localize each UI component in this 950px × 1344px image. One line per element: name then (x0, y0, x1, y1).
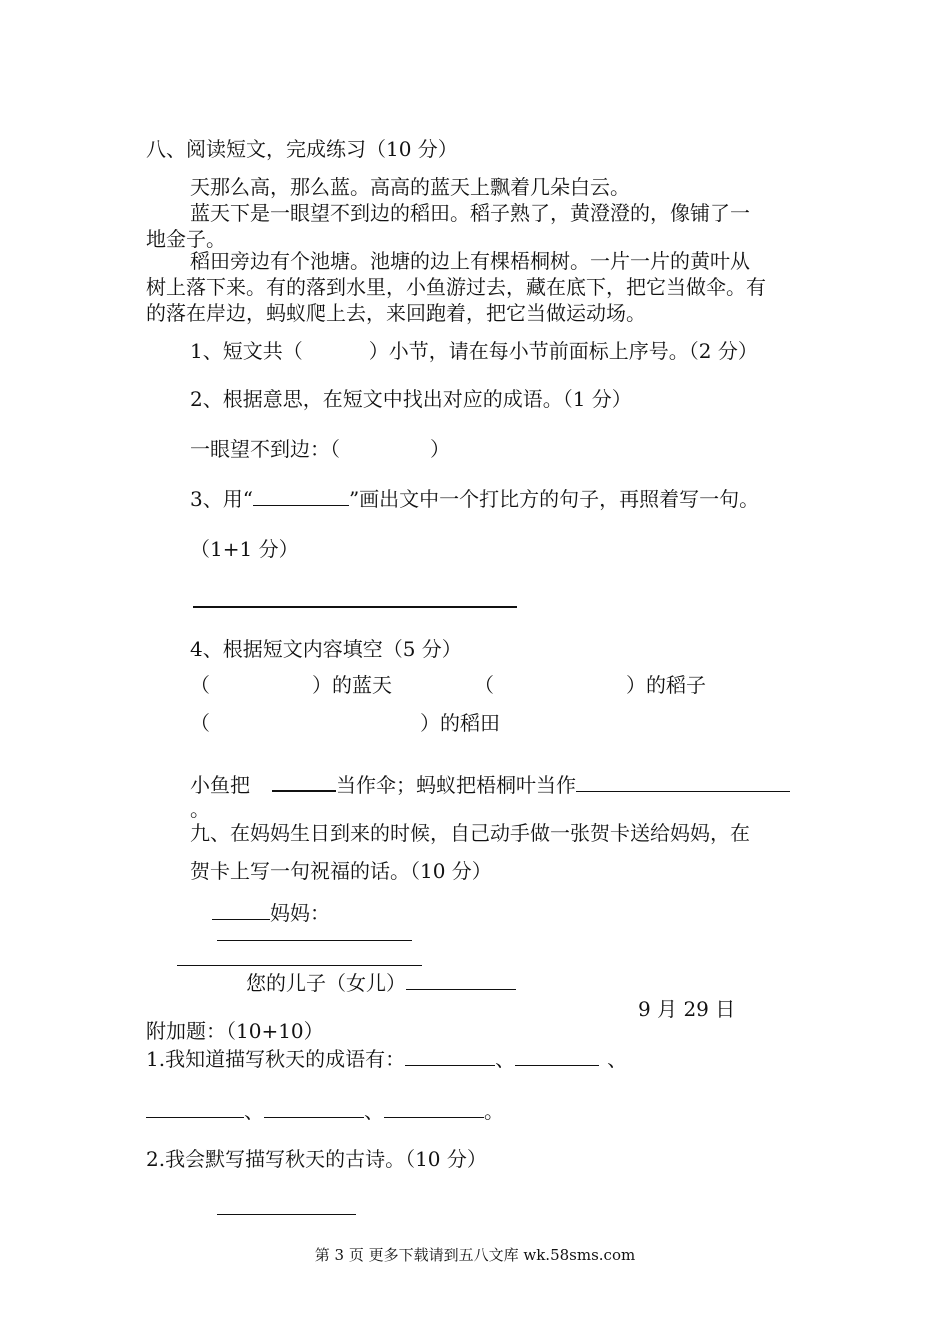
card-greeting-text: 妈妈： (270, 901, 330, 925)
bonus-answer-5[interactable] (384, 1099, 484, 1118)
question-3 (190, 486, 759, 512)
question-4-answer-e[interactable] (576, 773, 790, 792)
question-4-blank-c-close: ）的稻田 (420, 711, 500, 735)
question-4-answer-c[interactable] (212, 710, 412, 736)
question-4-blank-a-open: （ (190, 673, 210, 697)
question-4: 4、根据短文内容填空（5 分） (190, 637, 462, 661)
question-2-fill (190, 436, 450, 462)
question-1-suffix: ）小节，请在每小节前面标上序号。（2 分） (368, 339, 758, 363)
card-signature-label: 您的儿子（女儿） (246, 971, 406, 995)
bonus-answer-3[interactable] (146, 1099, 244, 1118)
question-1 (190, 338, 758, 364)
question-3-underline-sample (253, 487, 349, 506)
section9-title-line-2: 贺卡上写一句祝福的话。（10 分） (190, 859, 492, 883)
card-greeting-name-blank[interactable] (212, 901, 270, 920)
question-4-blank-a-close: ）的蓝天 (312, 673, 392, 697)
question-4-answer-a[interactable] (212, 672, 308, 698)
question-4-sentence-middle: 当作伞；蚂蚁把梧桐叶当作 (336, 773, 576, 797)
period: 。 (484, 1099, 504, 1123)
separator: 、 (244, 1099, 264, 1123)
passage-paragraph-3-line-3: 的落在岸边，蚂蚁爬上去，来回跑着，把它当做运动场。 (146, 301, 646, 325)
question-2-fill-close: ） (430, 437, 450, 461)
card-date: 9 月 29 日 (638, 997, 736, 1021)
bonus-answer-1[interactable] (405, 1047, 495, 1066)
page-footer: 第 3 页 更多下载请到五八文库 wk.58sms.com (314, 1246, 636, 1264)
question-4-answer-b[interactable] (496, 672, 622, 698)
question-4-blank-b-open: （ (474, 673, 494, 697)
card-line-2[interactable] (177, 965, 422, 966)
question-3-answer-line[interactable] (193, 606, 517, 608)
bonus-question-1-continued (146, 1098, 504, 1124)
card-signature (246, 970, 516, 996)
question-4-sentence-end: 。 (190, 797, 210, 821)
question-4-sentence (190, 772, 790, 798)
bonus-answer-4[interactable] (264, 1099, 364, 1118)
passage-paragraph-1: 天那么高，那么蓝。高高的蓝天上飘着几朵白云。 (190, 175, 630, 199)
bonus-poem-line[interactable] (217, 1214, 356, 1215)
bonus-question-1-label: 1.我知道描写秋天的成语有： (146, 1047, 406, 1071)
question-3-score: （1+1 分） (190, 537, 299, 561)
question-4-blank-c-open: （ (190, 711, 210, 735)
card-signature-blank[interactable] (406, 971, 516, 990)
question-4-blank-b-close: ）的稻子 (626, 673, 706, 697)
passage-paragraph-3-line-2: 树上落下来。有的落到水里，小鱼游过去，藏在底下，把它当做伞。有 (146, 275, 766, 299)
question-2-fill-label: 一眼望不到边：（ (190, 437, 340, 461)
section9-title-line-1: 九、在妈妈生日到来的时候，自己动手做一张贺卡送给妈妈，在 (190, 821, 750, 845)
bonus-title: 附加题：（10+10） (146, 1019, 324, 1043)
separator: 、 (607, 1047, 628, 1071)
question-3-prefix: 3、用“ (190, 487, 253, 511)
question-1-prefix: 1、短文共（ (190, 339, 303, 363)
bonus-question-2: 2.我会默写描写秋天的古诗。（10 分） (146, 1147, 487, 1171)
bonus-question-1 (146, 1046, 627, 1072)
passage-paragraph-2-line-2: 地金子。 (146, 227, 226, 251)
question-3-suffix: ”画出文中一个打比方的句子，再照着写一句。 (348, 487, 760, 511)
question-4-answer-d[interactable] (272, 772, 336, 792)
separator: 、 (495, 1047, 516, 1071)
separator: 、 (364, 1099, 384, 1123)
card-line-1[interactable] (217, 940, 412, 941)
bonus-answer-2[interactable] (515, 1047, 599, 1066)
passage-paragraph-3-line-1: 稻田旁边有个池塘。池塘的边上有棵梧桐树。一片一片的黄叶从 (190, 249, 750, 273)
question-4-sentence-prefix: 小鱼把 (190, 773, 250, 797)
passage-paragraph-2-line-1: 蓝天下是一眼望不到边的稻田。稻子熟了，黄澄澄的，像铺了一 (190, 201, 750, 225)
card-greeting (212, 900, 330, 926)
section8-title: 八、阅读短文，完成练习（10 分） (146, 137, 458, 161)
question-2: 2、根据意思，在短文中找出对应的成语。（1 分） (190, 387, 632, 411)
